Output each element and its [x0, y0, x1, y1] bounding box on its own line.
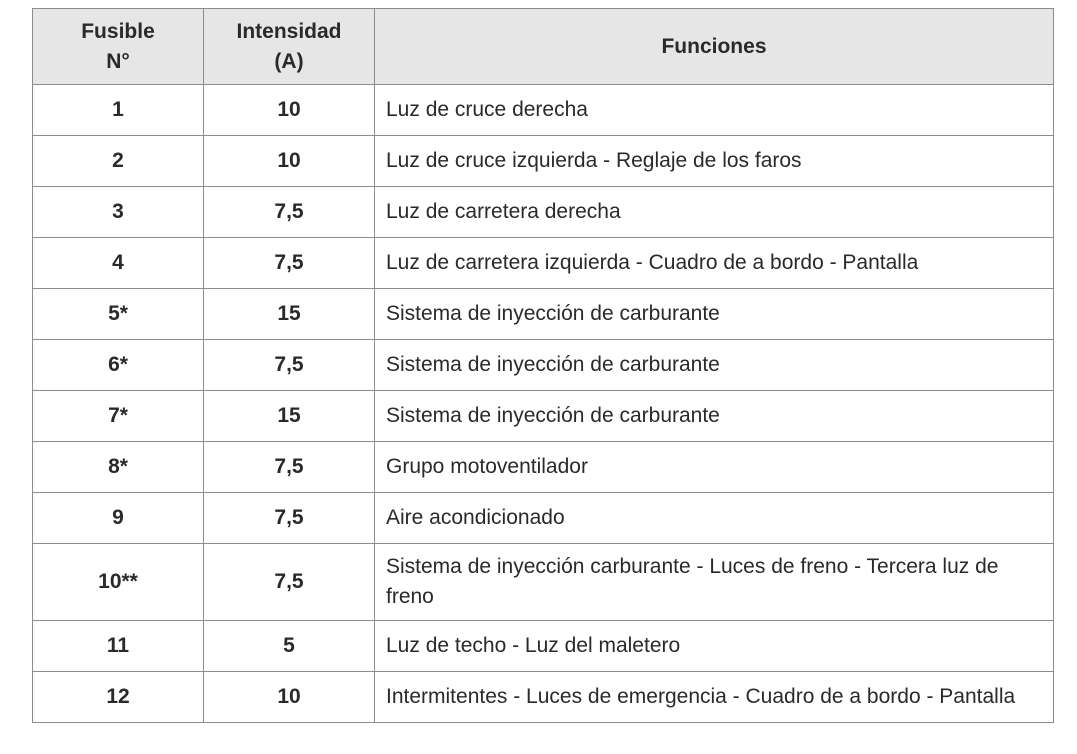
header-fuse-line1: Fusible — [81, 19, 155, 43]
header-intensity — [204, 9, 375, 85]
table-row — [33, 238, 1054, 289]
header-intensity-line2: (A) — [274, 49, 304, 73]
header-fuse-line2: N° — [106, 49, 130, 73]
fuse-intensity: 7,5 — [204, 493, 375, 544]
header-intensity-line1: Intensidad — [236, 19, 342, 43]
fuse-function: Luz de carretera izquierda - Cuadro de a bordo - Pantalla — [375, 238, 1054, 289]
fuse-intensity: 7,5 — [204, 340, 375, 391]
fuse-number: 10** — [33, 544, 204, 621]
table-row — [33, 493, 1054, 544]
fuse-number: 11 — [33, 621, 204, 672]
fuse-intensity: 10 — [204, 672, 375, 723]
table-row — [33, 340, 1054, 391]
fuse-intensity: 7,5 — [204, 442, 375, 493]
fuse-function: Luz de techo - Luz del maletero — [375, 621, 1054, 672]
fuse-function: Sistema de inyección carburante - Luces de freno - Tercera luz de freno — [375, 544, 1054, 621]
table-header-row — [33, 9, 1054, 85]
fuse-function: Sistema de inyección de carburante — [375, 289, 1054, 340]
header-fuse-number — [33, 9, 204, 85]
fuse-function: Intermitentes - Luces de emergencia - Cuadro de a bordo - Pantalla — [375, 672, 1054, 723]
fuse-number: 6* — [33, 340, 204, 391]
fuse-number: 5* — [33, 289, 204, 340]
fuse-number: 1 — [33, 85, 204, 136]
header-functions: Funciones — [375, 9, 1054, 85]
fuse-function: Luz de cruce izquierda - Reglaje de los faros — [375, 136, 1054, 187]
table-row — [33, 621, 1054, 672]
fuse-number: 3 — [33, 187, 204, 238]
fuse-intensity: 7,5 — [204, 544, 375, 621]
fuse-intensity: 10 — [204, 136, 375, 187]
fuse-number: 8* — [33, 442, 204, 493]
fuse-table — [32, 8, 1054, 723]
fuse-intensity: 7,5 — [204, 238, 375, 289]
fuse-number: 7* — [33, 391, 204, 442]
table-row — [33, 136, 1054, 187]
table-row — [33, 85, 1054, 136]
fuse-intensity: 5 — [204, 621, 375, 672]
fuse-function: Sistema de inyección de carburante — [375, 340, 1054, 391]
table-row — [33, 187, 1054, 238]
fuse-intensity: 15 — [204, 391, 375, 442]
fuse-number: 2 — [33, 136, 204, 187]
fuse-function: Sistema de inyección de carburante — [375, 391, 1054, 442]
fuse-number: 9 — [33, 493, 204, 544]
table-row — [33, 544, 1054, 621]
table-row — [33, 672, 1054, 723]
fuse-function: Luz de cruce derecha — [375, 85, 1054, 136]
fuse-intensity: 15 — [204, 289, 375, 340]
fuse-function: Grupo motoventilador — [375, 442, 1054, 493]
fuse-number: 12 — [33, 672, 204, 723]
fuse-number: 4 — [33, 238, 204, 289]
fuse-intensity: 10 — [204, 85, 375, 136]
fuse-function: Luz de carretera derecha — [375, 187, 1054, 238]
fuse-intensity: 7,5 — [204, 187, 375, 238]
table-row — [33, 442, 1054, 493]
fuse-function: Aire acondicionado — [375, 493, 1054, 544]
table-row — [33, 391, 1054, 442]
table-row — [33, 289, 1054, 340]
